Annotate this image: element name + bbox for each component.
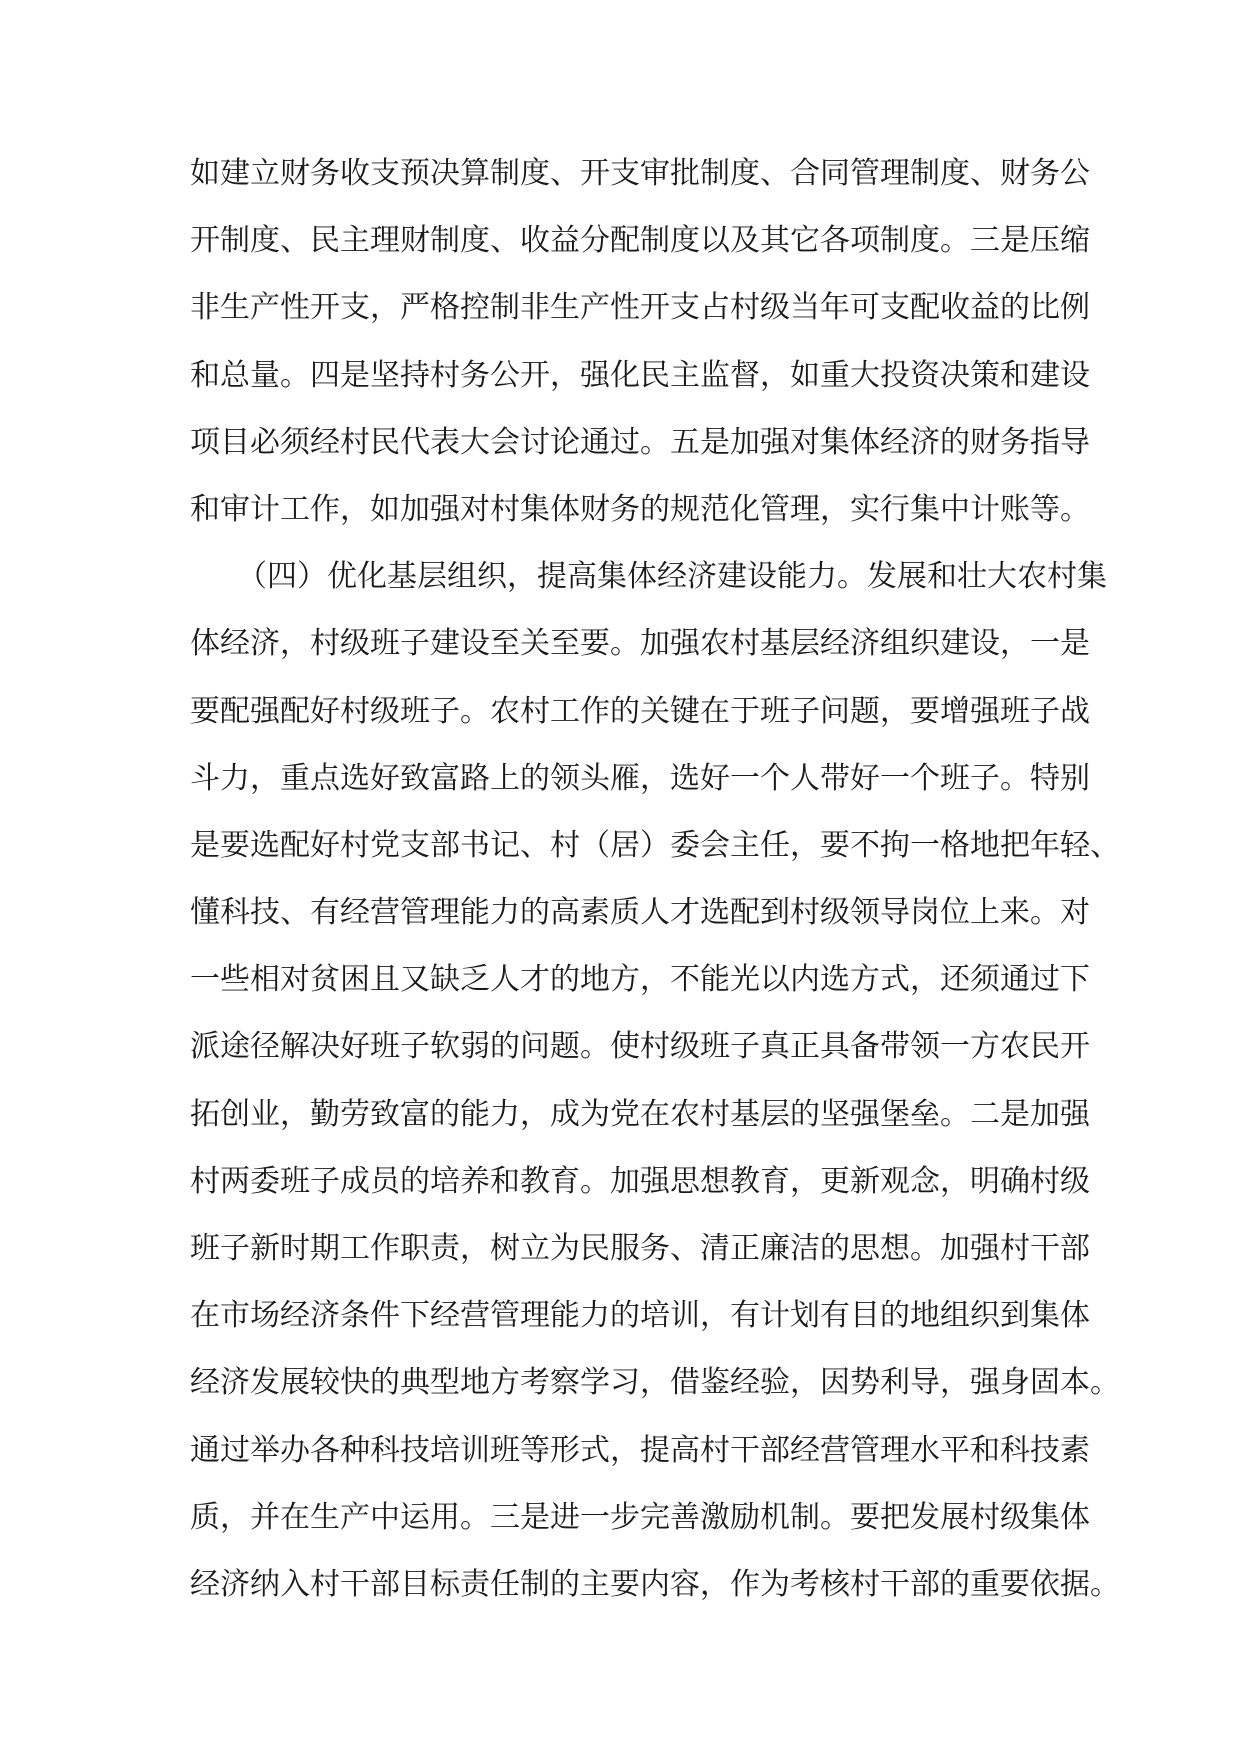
text-line: 非生产性开支，严格控制非生产性开支占村级当年可支配收益的比例: [190, 290, 1090, 326]
text-line: 和总量。四是坚持村务公开，强化民主监督，如重大投资决策和建设: [190, 357, 1090, 393]
text-line: 拓创业，勤劳致富的能力，成为党在农村基层的坚强堡垒。二是加强: [190, 1096, 1090, 1132]
body-text: [190, 140, 1120, 1618]
text-line: 经济纳入村干部目标责任制的主要内容，作为考核村干部的重要依据。: [190, 1566, 1120, 1602]
text-line: 质，并在生产中运用。三是进一步完善激励机制。要把发展村级集体: [190, 1499, 1090, 1535]
text-line: 班子新时期工作职责，树立为民服务、清正廉洁的思想。加强村干部: [190, 1231, 1090, 1266]
text-line: 懂科技、有经营管理能力的高素质人才选配到村级领导岗位上来。对: [190, 895, 1090, 931]
text-line: 项目必须经村民代表大会讨论通过。五是加强对集体经济的财务指导: [190, 424, 1090, 460]
text-line: 通过举办各种科技培训班等形式，提高村干部经营管理水平和科技素: [190, 1432, 1090, 1468]
text-line: 一些相对贫困且又缺乏人才的地方，不能光以内选方式，还须通过下: [190, 962, 1090, 998]
paragraph-start-line: （四）优化基层组织，提高集体经济建设能力。发展和壮大农村集: [237, 559, 1107, 595]
text-line: 在市场经济条件下经营管理能力的培训，有计划有目的地组织到集体: [190, 1298, 1090, 1334]
text-line: 和审计工作，如加强对村集体财务的规范化管理，实行集中计账等。: [190, 491, 1090, 527]
text-line: 村两委班子成员的培养和教育。加强思想教育，更新观念，明确村级: [190, 1163, 1090, 1199]
text-line: 如建立财务收支预决算制度、开支审批制度、合同管理制度、财务公: [190, 156, 1090, 191]
text-line: 体经济，村级班子建设至关至要。加强农村基层经济组织建设，一是: [190, 626, 1090, 662]
text-line: 经济发展较快的典型地方考察学习，借鉴经验，因势利导，强身固本。: [190, 1365, 1120, 1401]
text-line: 是要选配好村党支部书记、村（居）委会主任，要不拘一格地把年轻、: [190, 827, 1120, 863]
text-line: 斗力，重点选好致富路上的领头雁，选好一个人带好一个班子。特别: [190, 760, 1090, 796]
text-line: 派途径解决好班子软弱的问题。使村级班子真正具备带领一方农民开: [190, 1029, 1090, 1065]
text-line: 要配强配好村级班子。农村工作的关键在于班子问题，要增强班子战: [190, 693, 1090, 729]
text-line: 开制度、民主理财制度、收益分配制度以及其它各项制度。三是压缩: [190, 223, 1090, 259]
